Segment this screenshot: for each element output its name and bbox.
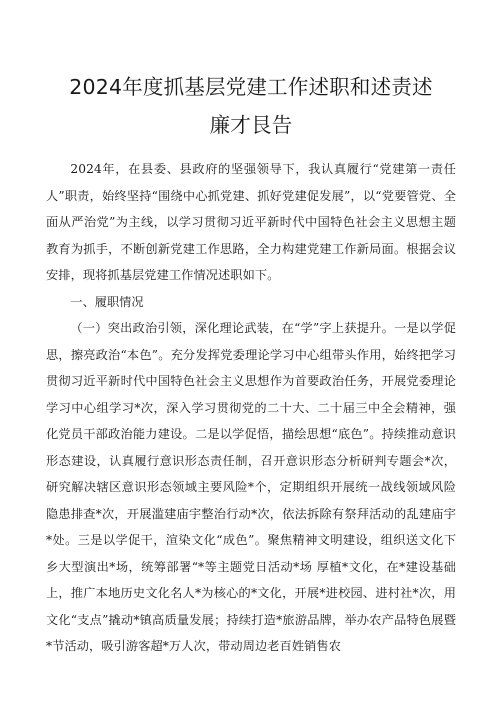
intro-paragraph: 2024年，在县委、县政府的坚强领导下，我认真履行“党建第一责任人”职责，始终坚持“围绕中心抓党建、抓好党建促发展”，以“党要管党、全面从严治党”为主线，以学习贯彻习近平新时代中国特色社会主义思想主题教育为抓手，不断创新党建工作思路，全力构建党建工作新局面。根据会议安排，现将抓基层党建工作情况述职如下。 — [46, 162, 456, 282]
section-1-paragraph-1: （一）突出政治引领，深化理论武装，在“学”字上获提升。一是以学促思，擦亮政治“本色”。充分发挥党委理论学习中心组带头作用，始终把学习贯彻习近平新时代中国特色社会主义思想作为首要政治任务，开展党委理论学习中心组学习*次，深入学习贯彻党的二十大、二十届三中全会精神，强化党员干部政治能力建设。二是以学促悟，描绘思想“底色”。持续推动意识形态建设，认真履行意识形态责任制，召开意识形态分析研判专题会*次，研究解决辖区意识形态领域主要风险*个，定期组织开展统一战线领域风险隐患排查*次，开展滥建庙宇整治行动*次，依法拆除有祭拜活动的乱建庙宇*处。三是以学促干，渲染文化“成色”。聚焦精神文明建设，组织送文化下乡大型演出*场，统筹部署“*等主题党日活动*场 厚植*文化，在*建设基础上，推广本地历史文化名人*为核心的*文化，开展*进校园、进村社*次，用文化“支点”撬动*镇高质量发展；持续打造*旅游品牌，举办农产品特色展暨*节活动，吸引游客超*万人次，带动周边老百姓销售农 — [46, 321, 456, 653]
document-body — [46, 156, 456, 660]
title-line-2: 廉才艮告 — [209, 113, 293, 137]
document-title — [46, 68, 456, 144]
title-line-1: 2024年度抓基层党建工作述职和述责述 — [69, 75, 433, 99]
section-heading-1: 一、履职情况 — [70, 294, 144, 309]
